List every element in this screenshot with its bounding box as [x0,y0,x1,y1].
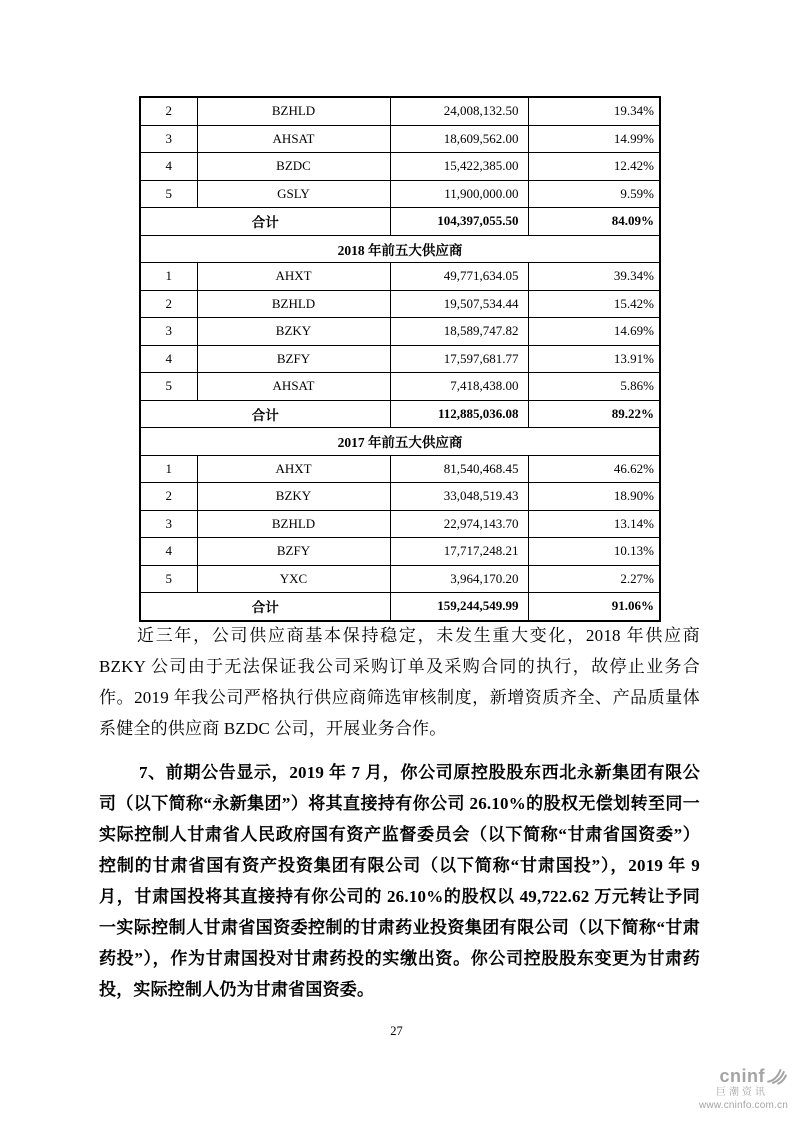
total-label-cell: 合计 [140,400,390,428]
amount-cell: 17,717,248.21 [390,538,528,566]
table-row [140,153,660,181]
percent-cell: 9.59% [528,180,660,208]
rank-cell: 3 [140,318,197,346]
percent-cell: 14.99% [528,125,660,153]
amount-cell: 7,418,438.00 [390,373,528,401]
supplier-name-cell: BZFY [197,345,390,373]
section-title-row-2018 [140,235,660,263]
top-five-suppliers-table [139,96,661,622]
percent-cell: 14.69% [528,318,660,346]
table-row [140,180,660,208]
percent-cell: 5.86% [528,373,660,401]
supplier-name-cell: AHXT [197,263,390,291]
paragraph-supplier-stability: 近三年，公司供应商基本保持稳定，未发生重大变化，2018 年供应商 BZKY 公司由于无法保证我公司采购订单及采购合同的执行，故停止业务合作。2019 年我公司严格执行供应商筛选审核制度，新增资质齐全、产品质量体系健全的供应商 BZDC 公司，开展业务合作。 [99,626,700,738]
cninfo-logo [678,1066,788,1111]
table-row [140,290,660,318]
table-row [140,97,660,125]
section-title: 2017 年前五大供应商 [140,428,660,456]
supplier-name-cell: GSLY [197,180,390,208]
percent-cell: 19.34% [528,97,660,125]
rank-cell: 3 [140,510,197,538]
supplier-name-cell: BZDC [197,153,390,181]
supplier-name-cell: BZHLD [197,290,390,318]
page-number: 27 [390,1024,403,1038]
rank-cell: 1 [140,263,197,291]
percent-cell: 18.90% [528,483,660,511]
amount-cell: 19,507,534.44 [390,290,528,318]
cninfo-brand-text: cninf [719,1065,765,1086]
supplier-name-cell: BZKY [197,318,390,346]
total-label-cell: 合计 [140,208,390,236]
total-label-cell: 合计 [140,593,390,621]
total-percent-cell: 89.22% [528,400,660,428]
supplier-name-cell: BZKY [197,483,390,511]
cninfo-chinese-name: 巨潮资讯 [716,1087,768,1098]
amount-cell: 24,008,132.50 [390,97,528,125]
total-row [140,208,660,236]
supplier-name-cell: AHSAT [197,125,390,153]
rank-cell: 3 [140,125,197,153]
amount-cell: 33,048,519.43 [390,483,528,511]
table-row [140,510,660,538]
supplier-name-cell: AHSAT [197,373,390,401]
amount-cell: 17,597,681.77 [390,345,528,373]
cninfo-swirl-icon [766,1066,788,1085]
table-row [140,373,660,401]
percent-cell: 2.27% [528,565,660,593]
rank-cell: 5 [140,180,197,208]
table-row [140,318,660,346]
percent-cell: 15.42% [528,290,660,318]
amount-cell: 11,900,000.00 [390,180,528,208]
amount-cell: 15,422,385.00 [390,153,528,181]
table-row [140,483,660,511]
table-row [140,565,660,593]
amount-cell: 81,540,468.45 [390,455,528,483]
table-row [140,538,660,566]
percent-cell: 13.91% [528,345,660,373]
cninfo-brand-row [678,1066,788,1085]
amount-cell: 49,771,634.05 [390,263,528,291]
total-amount-cell: 112,885,036.08 [390,400,528,428]
rank-cell: 4 [140,538,197,566]
cninfo-url: www.cninfo.com.cn [699,1100,788,1111]
total-percent-cell: 91.06% [528,593,660,621]
section-title: 2018 年前五大供应商 [140,235,660,263]
section-title-row-2017 [140,428,660,456]
rank-cell: 2 [140,290,197,318]
rank-cell: 4 [140,345,197,373]
table-row [140,455,660,483]
rank-cell: 2 [140,483,197,511]
amount-cell: 22,974,143.70 [390,510,528,538]
total-amount-cell: 104,397,055.50 [390,208,528,236]
percent-cell: 39.34% [528,263,660,291]
amount-cell: 3,964,170.20 [390,565,528,593]
total-row [140,400,660,428]
total-row [140,593,660,621]
rank-cell: 5 [140,565,197,593]
percent-cell: 46.62% [528,455,660,483]
supplier-name-cell: AHXT [197,455,390,483]
percent-cell: 12.42% [528,153,660,181]
supplier-name-cell: BZHLD [197,510,390,538]
percent-cell: 10.13% [528,538,660,566]
table-row [140,345,660,373]
total-percent-cell: 84.09% [528,208,660,236]
table-row [140,263,660,291]
percent-cell: 13.14% [528,510,660,538]
supplier-name-cell: BZHLD [197,97,390,125]
rank-cell: 2 [140,97,197,125]
total-amount-cell: 159,244,549.99 [390,593,528,621]
paragraph-item7-equity-transfer: 7、前期公告显示，2019 年 7 月，你公司原控股股东西北永新集团有限公司（以下简称“永新集团”）将其直接持有你公司 26.10%的股权无偿划转至同一实际控制人甘肃省人民政府国有资产监督委员会（以下简称“甘肃省国资委”）控制的甘肃省国有资产投资集团有限公司（以下简称“甘肃国投”），2019 年 9 月，甘肃国投将其直接持有你公司的 26.10%的股权以 49,722.62 万元转让予同一实际控制人甘肃省国资委控制的甘肃药业投资集团有限公司（以下简称“甘肃药投”），作为甘肃国投对甘肃药投的实缴出资。你公司控股股东变更为甘肃药投，实际控制人仍为甘肃省国资委。 [99,763,700,999]
amount-cell: 18,589,747.82 [390,318,528,346]
amount-cell: 18,609,562.00 [390,125,528,153]
rank-cell: 1 [140,455,197,483]
rank-cell: 5 [140,373,197,401]
supplier-name-cell: YXC [197,565,390,593]
table-row [140,125,660,153]
supplier-name-cell: BZFY [197,538,390,566]
rank-cell: 4 [140,153,197,181]
